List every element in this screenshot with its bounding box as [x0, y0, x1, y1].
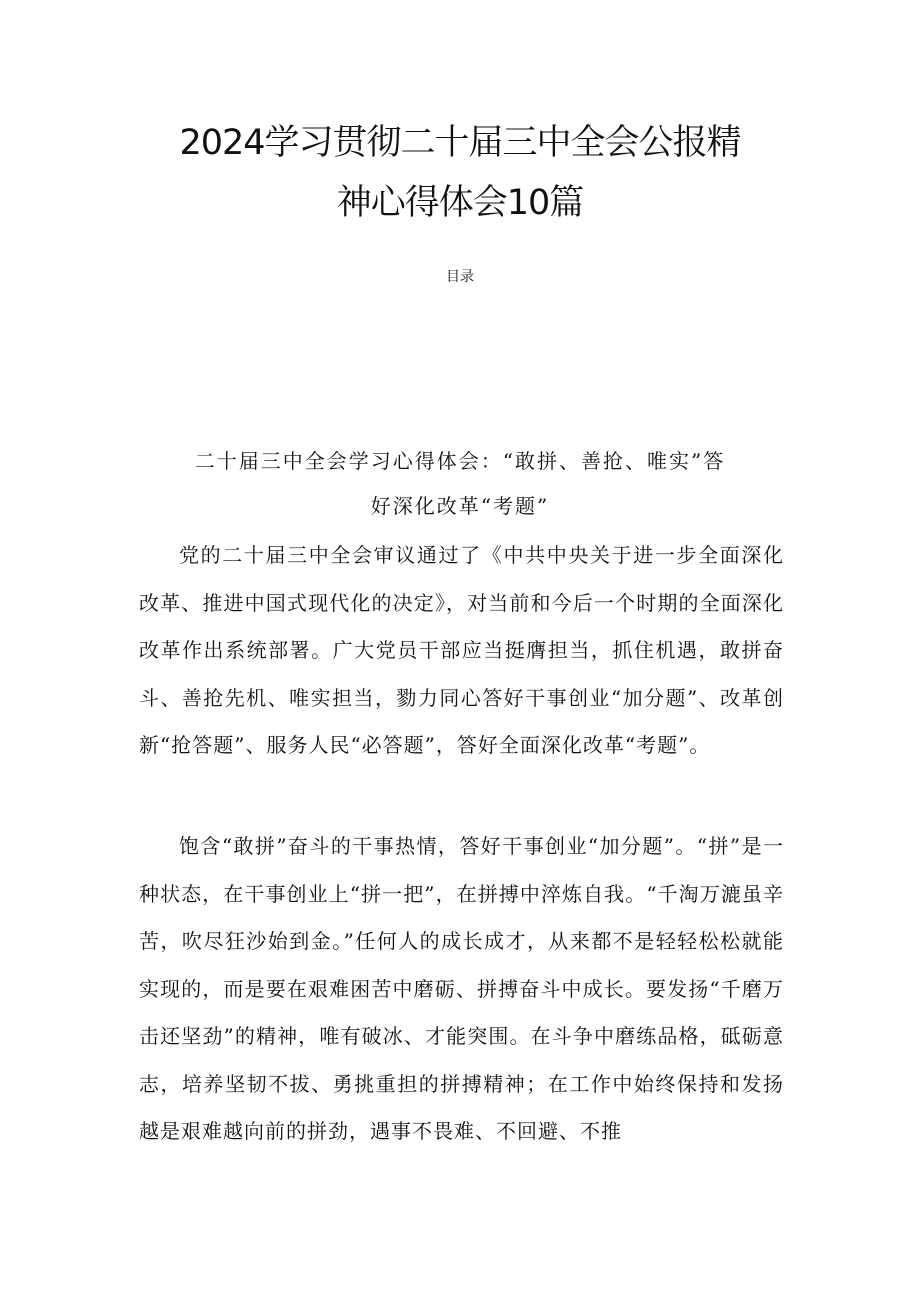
document-title-line2: 神心得体会10篇	[336, 183, 584, 223]
document-title-line1: 2024学习贯彻二十届三中全会公报精	[179, 123, 741, 163]
article-heading-line2: 好深化改革“考题”	[370, 494, 550, 518]
body-paragraph: 党的二十届三中全会审议通过了《中共中央关于进一步全面深化改革、推进中国式现代化的决定》，对当前和今后一个时期的全面深化改革作出系统部署。广大党员干部应当挺膺担当，抓住机遇，敢拼奋斗、善抢先机、唯实担当，勠力同心答好干事创业“加分题”、改革创新“抢答题”、服务人民“必答题”，答好全面深化改革“考题”。	[139, 543, 784, 757]
body-paragraph: 饱含“敢拼”奋斗的干事热情，答好干事创业“加分题”。“拼”是一种状态，在干事创业上“拼一把”，在拼搏中淬炼自我。“千淘万漉虽辛苦，吹尽狂沙始到金。”任何人的成长成才，从来都不是轻轻松松就能实现的，而是要在艰难困苦中磨砺、拼搏奋斗中成长。要发扬“千磨万击还坚劲”的精神，唯有破冰、才能突围。在斗争中磨练品格，砥砺意志，培养坚韧不拔、勇挑重担的拼搏精神；在工作中始终保持和发扬越是艰难越向前的拼劲，遇事不畏难、不回避、不推	[139, 834, 784, 1143]
article-heading-line1: 二十届三中全会学习心得体会：“敢拼、善抢、唯实”答	[194, 449, 726, 473]
table-of-contents-label: 目录	[446, 269, 474, 285]
